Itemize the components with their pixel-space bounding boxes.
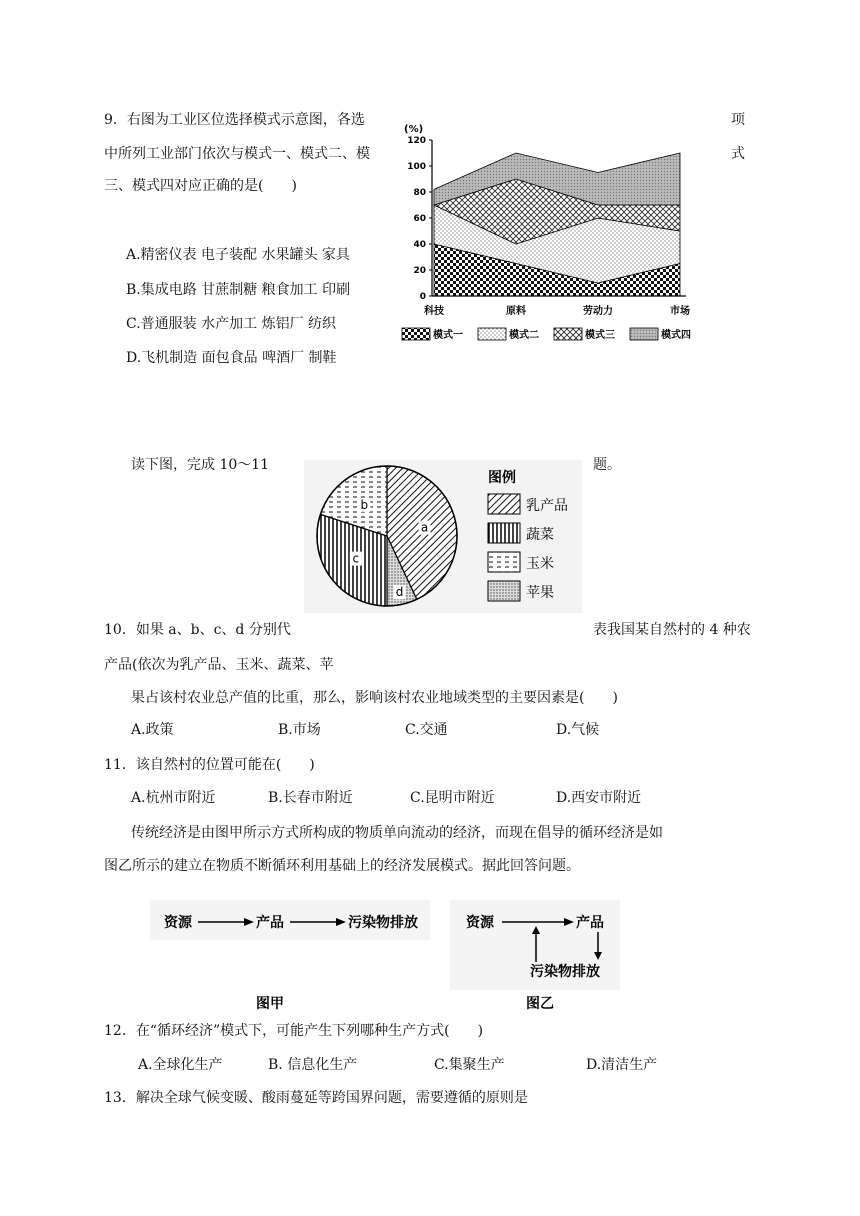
y-tick-label: 100 bbox=[407, 162, 426, 172]
pie-legend-label: 蔬菜 bbox=[526, 527, 554, 543]
q11-option-a: A.杭州市附近 bbox=[131, 790, 216, 806]
y-tick-label: 0 bbox=[419, 292, 426, 302]
pie-legend-swatch bbox=[488, 523, 520, 543]
q12-option-d: D.清洁生产 bbox=[586, 1057, 658, 1073]
flow-diagrams bbox=[150, 900, 630, 1020]
legend-swatch bbox=[478, 328, 506, 340]
q9-stem-line1: 9．右图为工业区位选择模式示意图，各选 bbox=[104, 112, 365, 128]
pie-legend-label: 乳产品 bbox=[526, 498, 568, 514]
intro-10-11-post: 题。 bbox=[593, 457, 621, 473]
intro-10-11-pre: 读下图，完成 10～11 bbox=[131, 457, 270, 473]
pie-label-d: d bbox=[395, 585, 404, 600]
legend-swatch bbox=[630, 328, 658, 340]
q9-stem-line2-tail: 式 bbox=[731, 146, 745, 162]
x-tick-label: 市场 bbox=[670, 306, 690, 317]
flow-b-pollution: 污染物排放 bbox=[530, 964, 600, 980]
industry-location-area-chart bbox=[396, 116, 712, 356]
x-tick-label: 劳动力 bbox=[583, 306, 613, 317]
q10-stem-line1-left: 10．如果 a、b、c、d 分别代 bbox=[104, 622, 291, 638]
pie-label-a: a bbox=[420, 520, 429, 535]
q11-option-b: B.长春市附近 bbox=[268, 790, 353, 806]
y-tick-label: 20 bbox=[413, 266, 426, 276]
q11-option-d: D.西安市附近 bbox=[556, 790, 642, 806]
pie-legend-label: 玉米 bbox=[526, 556, 554, 572]
y-tick-label: 40 bbox=[413, 240, 426, 250]
pie-legend-swatch bbox=[488, 581, 520, 601]
pie-legend-label: 苹果 bbox=[526, 585, 554, 601]
pie-legend-title: 图例 bbox=[488, 470, 516, 486]
legend-swatch bbox=[554, 328, 582, 340]
q10-option-b: B.市场 bbox=[278, 722, 321, 738]
legend-swatch bbox=[402, 328, 430, 340]
q9-option-b: B.集成电路 甘蔗制糖 粮食加工 印刷 bbox=[126, 282, 351, 298]
flow-b-resource: 资源 bbox=[466, 915, 494, 931]
q10-option-c: C.交通 bbox=[405, 722, 448, 738]
x-tick-label: 科技 bbox=[424, 306, 444, 317]
legend-label: 模式四 bbox=[661, 330, 691, 341]
q13-stem: 13．解决全球气候变暖、酸雨蔓延等跨国界问题，需要遵循的原则是 bbox=[104, 1090, 528, 1106]
q10-option-a: A.政策 bbox=[131, 722, 174, 738]
q11-stem: 11．该自然村的位置可能在( ) bbox=[104, 757, 315, 773]
legend-label: 模式三 bbox=[585, 330, 615, 341]
q9-option-d: D.飞机制造 面包食品 啤酒厂 制鞋 bbox=[126, 350, 337, 366]
q12-option-a: A.全球化生产 bbox=[138, 1057, 223, 1073]
flow-a-pollution: 污染物排放 bbox=[348, 915, 418, 931]
y-tick-label: 120 bbox=[407, 136, 426, 146]
y-tick-label: 60 bbox=[413, 214, 426, 224]
q9-option-a: A.精密仪表 电子装配 水果罐头 家具 bbox=[126, 247, 350, 263]
flow-a-resource: 资源 bbox=[164, 915, 192, 931]
y-tick-label: 80 bbox=[413, 188, 426, 198]
q12-stem: 12．在“循环经济”模式下，可能产生下列哪种生产方式( ) bbox=[104, 1023, 484, 1039]
q10-stem-line1-right: 表我国某自然村的 4 种农 bbox=[593, 622, 751, 638]
legend-label: 模式一 bbox=[433, 330, 463, 341]
farm-products-pie-chart bbox=[304, 460, 582, 613]
passage-line2: 图乙所示的建立在物质不断循环利用基础上的经济发展模式。据此回答问题。 bbox=[104, 858, 580, 874]
q9-stem-line1-tail: 项 bbox=[731, 112, 745, 128]
q9-stem-line3: 三、模式四对应正确的是( ) bbox=[104, 178, 297, 194]
pie-legend-swatch bbox=[488, 494, 520, 514]
q10-stem-line3: 果占该村农业总产值的比重，那么，影响该村农业地域类型的主要因素是( ) bbox=[131, 690, 618, 706]
q9-stem-line2: 中所列工业部门依次与模式一、模式二、模 bbox=[104, 146, 370, 162]
flow-a-caption: 图甲 bbox=[256, 996, 284, 1012]
y-axis-label: (%) bbox=[404, 124, 424, 135]
pie-label-c: c bbox=[352, 551, 360, 566]
q12-option-c: C.集聚生产 bbox=[434, 1057, 505, 1073]
pie-legend-swatch bbox=[488, 552, 520, 572]
pie-label-b: b bbox=[360, 497, 369, 512]
q10-stem-line2: 产品(依次为乳产品、玉米、蔬菜、苹 bbox=[104, 657, 334, 673]
legend-label: 模式二 bbox=[509, 330, 539, 341]
q10-option-d: D.气候 bbox=[556, 722, 600, 738]
passage-line1: 传统经济是由图甲所示方式所构成的物质单向流动的经济，而现在倡导的循环经济是如 bbox=[131, 825, 663, 841]
q9-option-c: C.普通服装 水产加工 炼铝厂 纺织 bbox=[126, 316, 337, 332]
q11-option-c: C.昆明市附近 bbox=[410, 790, 495, 806]
flow-b-product: 产品 bbox=[576, 915, 604, 931]
flow-b-caption: 图乙 bbox=[526, 996, 554, 1012]
q12-option-b: B. 信息化生产 bbox=[268, 1057, 358, 1073]
x-tick-label: 原料 bbox=[506, 306, 526, 317]
flow-a-product: 产品 bbox=[256, 915, 284, 931]
